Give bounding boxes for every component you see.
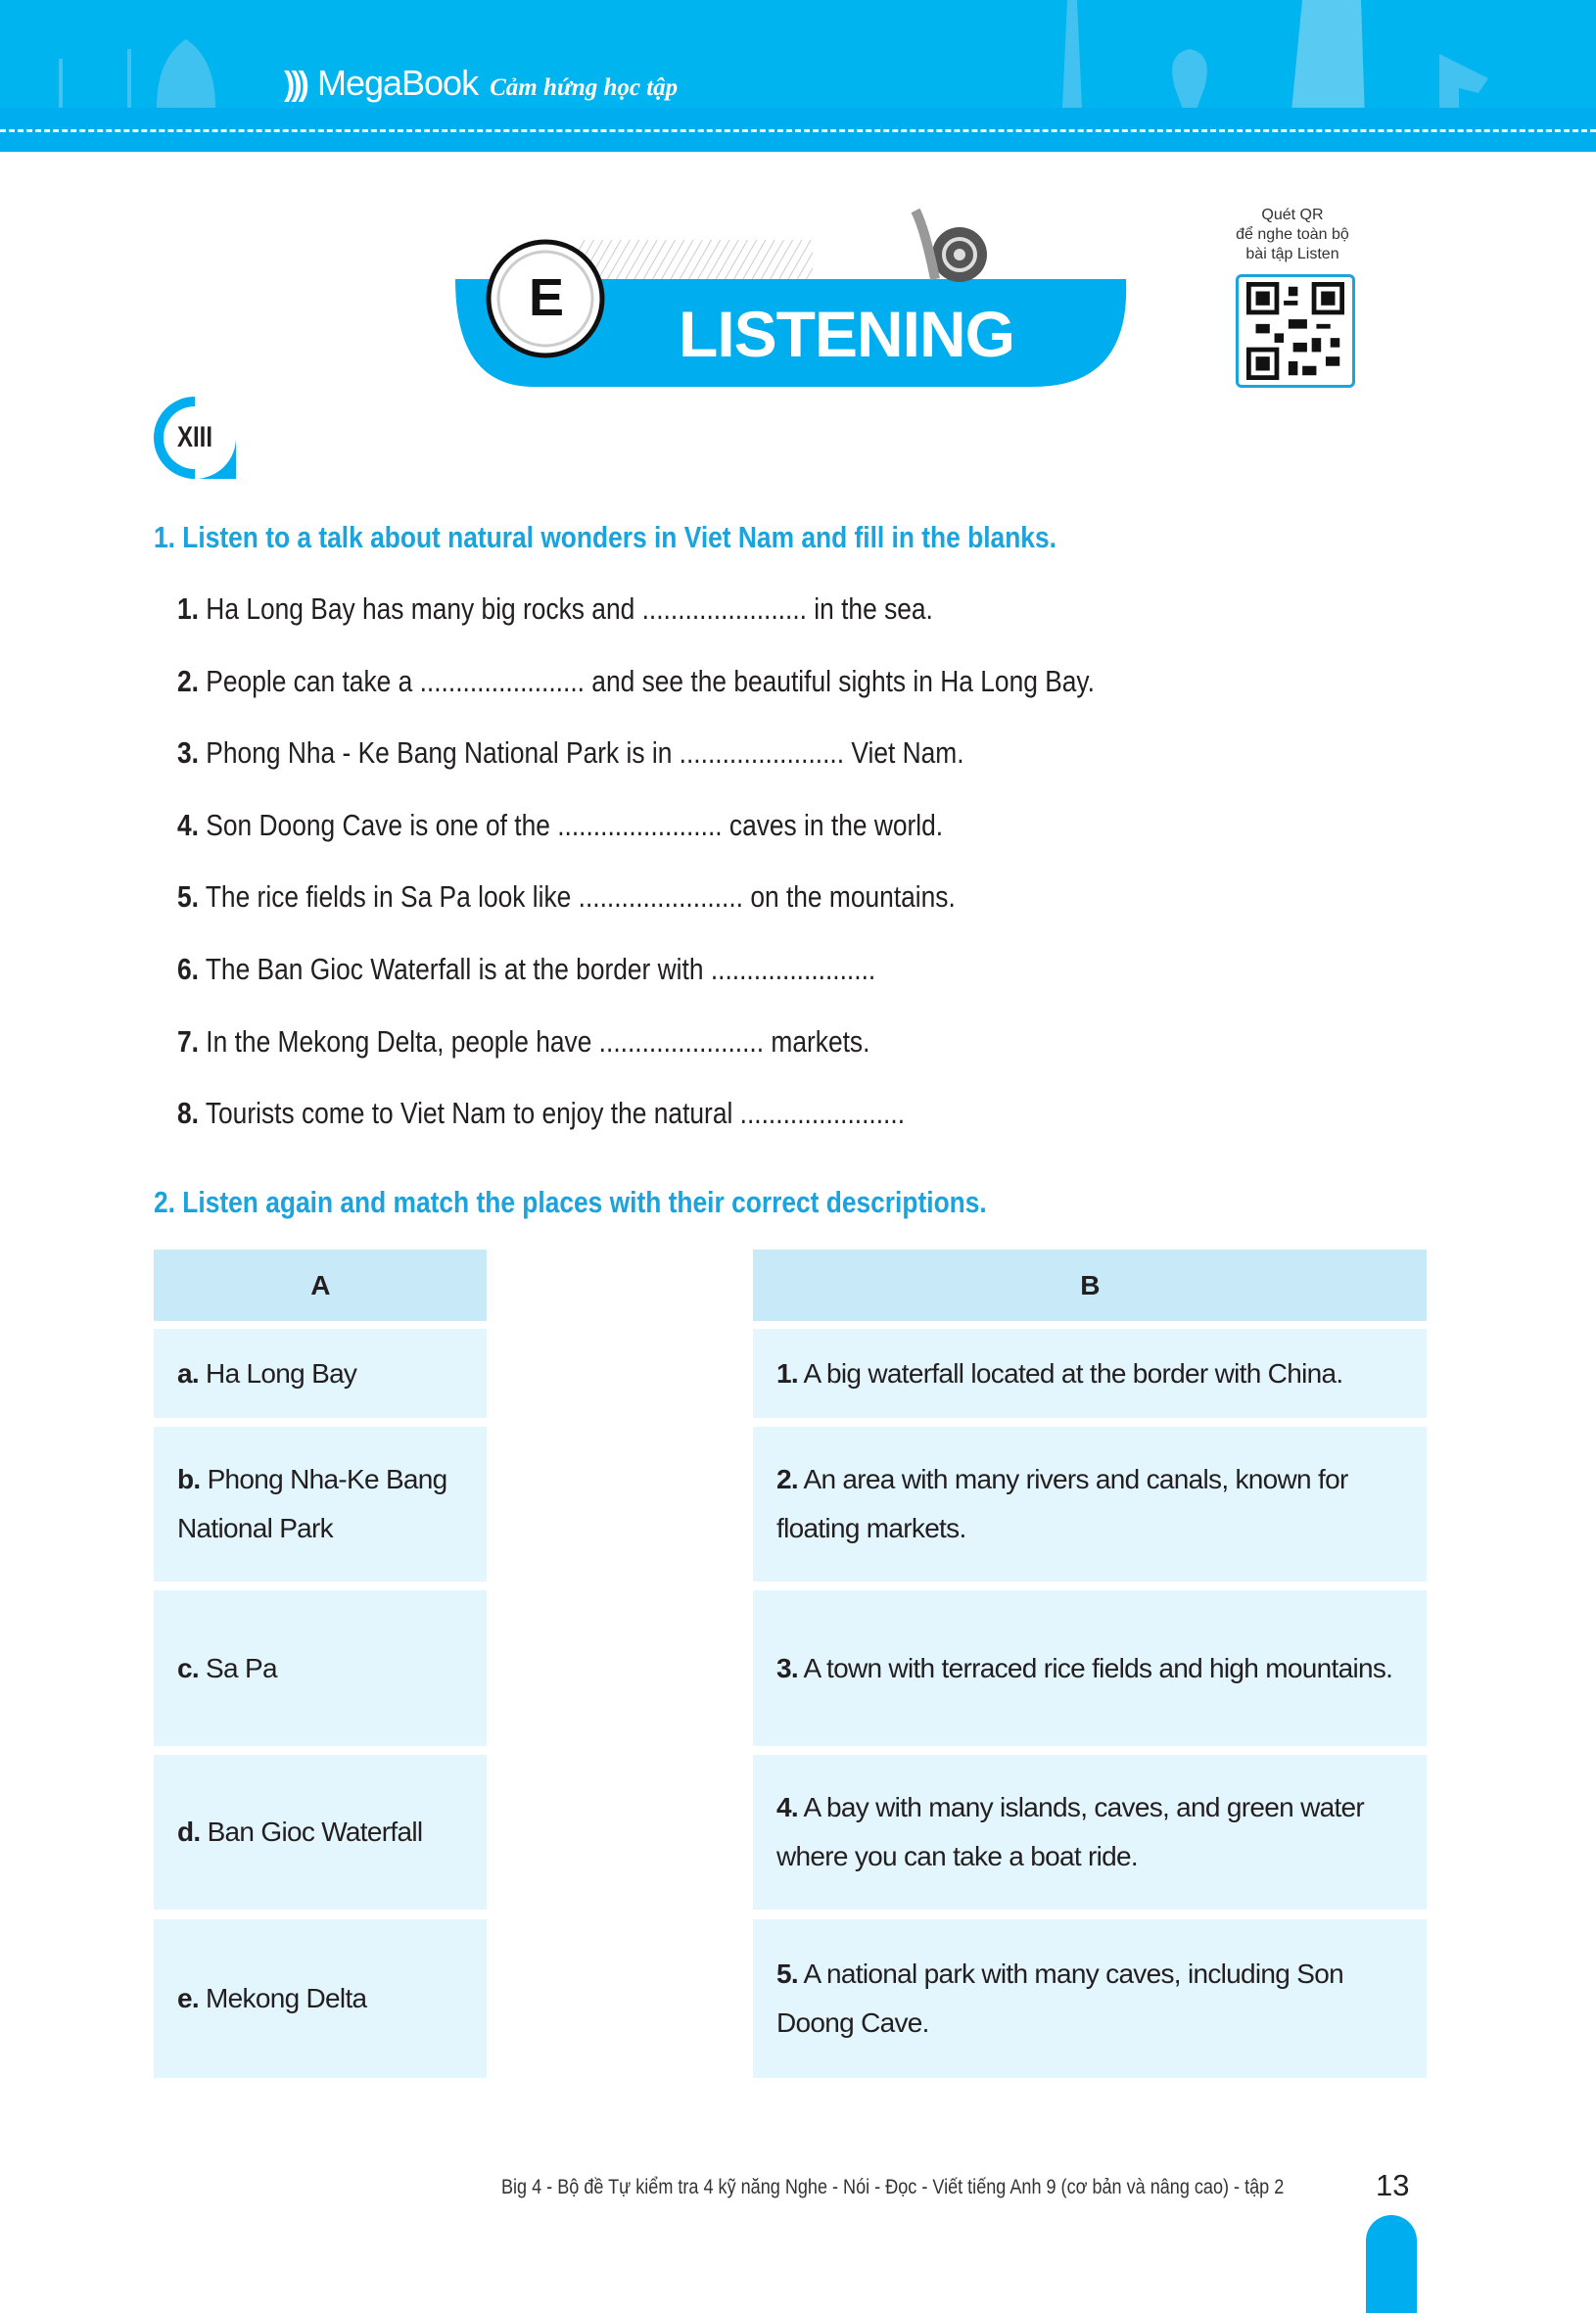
item-number: 6. [177,952,199,986]
qr-code[interactable] [1236,274,1355,388]
page-header [0,0,1596,152]
cell-text: Mekong Delta [206,1983,367,2013]
qr-code-icon [1244,282,1347,380]
item-number: 3. [177,735,199,771]
item-number: 7. [177,1023,199,1059]
place-cell [154,1919,487,2078]
place-cell [154,1329,487,1418]
qr-caption-line: bài tập Listen [1245,246,1339,262]
item-number: 1. [177,591,199,626]
logo-mark-icon: ))) [284,66,305,103]
cell-text: Ban Gioc Waterfall [207,1817,423,1847]
place-cell [154,1590,487,1746]
fill-blank-item [177,1024,992,1060]
qr-caption-line: Quét QR [1261,207,1324,223]
fill-blank-item [177,1096,1033,1131]
cell-key: 5. [776,1959,798,1989]
fill-blank-item [177,808,1078,843]
cell-key: c. [177,1652,199,1683]
item-text: Ha Long Bay has many big rocks and ....................... in the sea. [206,591,933,626]
fill-blank-item [177,664,1256,699]
cell-text: A national park with many caves, including Son Doong Cave. [776,1959,1343,2038]
cell-key: 2. [776,1464,798,1494]
snail-icon [915,211,987,282]
cell-text: Sa Pa [206,1652,277,1683]
banner-letter: E [528,268,565,327]
cell-text: A town with terraced rice fields and high mountains. [803,1652,1393,1683]
description-cell [753,1755,1427,1910]
cell-text: Phong Nha-Ke Bang National Park [177,1464,447,1543]
item-text: The rice fields in Sa Pa look like ....................... on the mountains. [205,879,956,915]
cell-key: a. [177,1357,199,1389]
description-cell [753,1329,1427,1418]
column-b-header: B [753,1250,1427,1321]
cell-key: 4. [776,1792,798,1822]
brand-slogan: Cảm hứng học tập [490,74,679,101]
item-text: People can take a ....................... and see the beautiful sights in Ha Long Bay. [206,663,1095,698]
item-text: In the Mekong Delta, people have ....................... markets. [206,1023,870,1059]
cell-key: b. [177,1464,201,1494]
footer-text: Big 4 - Bộ đề Tự kiểm tra 4 kỹ năng Nghe - Nói - Đọc - Viết tiếng Anh 9 (cơ bản và nâng cao) - tập 2 [501,2176,1285,2198]
megabook-logo [284,63,678,104]
fill-blank-item [177,591,1066,627]
item-text: The Ban Gioc Waterfall is at the border with ....................... [205,952,876,986]
brand-name: MegaBook [316,63,479,103]
fill-blank-item [177,952,999,987]
fill-blank-item [177,735,1103,771]
page-number: 13 [1376,2168,1410,2202]
item-number: 8. [177,1096,199,1131]
place-cell [154,1427,487,1581]
page-tab [1366,2215,1417,2313]
item-text: Son Doong Cave is one of the ....................... caves in the world. [206,807,944,842]
place-cell [154,1755,487,1910]
item-number: 2. [177,663,199,698]
qr-caption [1214,206,1371,264]
fill-blank-item [177,879,1093,915]
banner-title: LISTENING [679,298,1015,370]
description-cell [753,1919,1427,2078]
section1-title: 1. Listen to a talk about natural wonders in Viet Nam and fill in the blanks. [154,520,1056,554]
cell-key: 3. [776,1652,798,1683]
section2-title: 2. Listen again and match the places with their correct descriptions. [154,1185,987,1219]
unit-badge [154,397,236,479]
item-number: 5. [177,879,199,915]
qr-section [1214,206,1371,388]
item-text: Tourists come to Viet Nam to enjoy the natural ....................... [205,1096,906,1131]
cell-key: 1. [776,1357,798,1389]
section-banner [455,181,1131,392]
qr-caption-line: để nghe toàn bộ [1236,226,1349,243]
cell-text: Ha Long Bay [206,1357,357,1389]
header-dashed-line [0,129,1596,132]
cell-key: e. [177,1983,199,2013]
cell-text: A bay with many islands, caves, and green water where you can take a boat ride. [776,1792,1365,1871]
item-number: 4. [177,807,199,842]
item-text: Phong Nha - Ke Bang National Park is in ....................... Viet Nam. [206,735,964,771]
unit-number: XIII [176,421,212,453]
cell-text: An area with many rivers and canals, known for floating markets. [776,1464,1348,1543]
cell-key: d. [177,1817,201,1847]
description-cell [753,1427,1427,1581]
cell-text: A big waterfall located at the border with China. [803,1357,1343,1389]
column-a-header: A [154,1250,487,1321]
description-cell [753,1590,1427,1746]
